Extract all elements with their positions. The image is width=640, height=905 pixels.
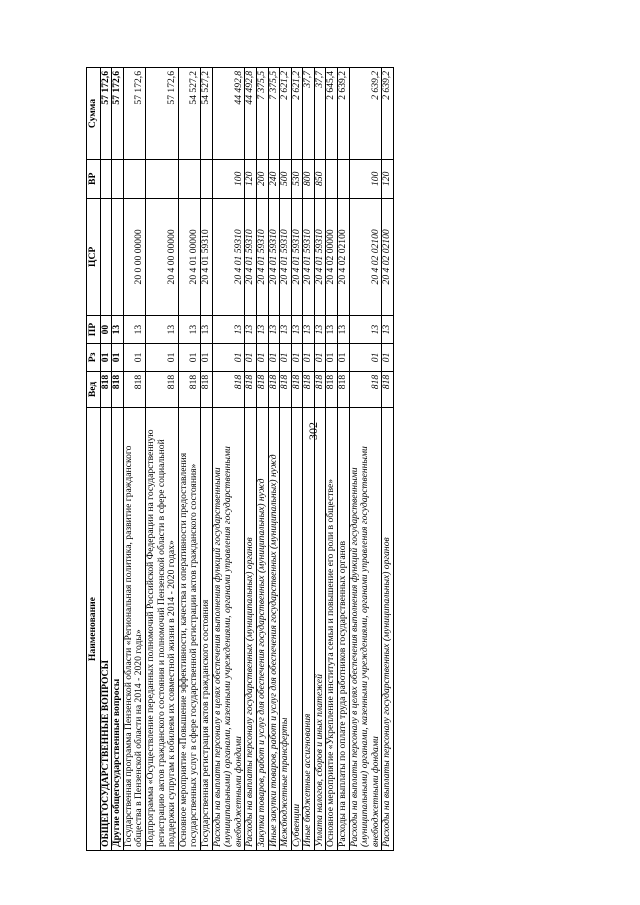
header-vr: ВР bbox=[87, 160, 101, 199]
row-sum: 2 621,2 bbox=[291, 68, 303, 160]
row-vr: 850 bbox=[314, 160, 326, 199]
header-ved: Вед bbox=[87, 371, 101, 407]
budget-table bbox=[86, 67, 394, 851]
row-csr: 20 4 01 59310 bbox=[256, 198, 268, 316]
row-ved: 818 bbox=[291, 371, 303, 407]
row-rz: 01 bbox=[123, 344, 145, 372]
row-rz: 01 bbox=[303, 344, 315, 372]
row-sum: 37,7 bbox=[314, 68, 326, 160]
row-pr: 13 bbox=[349, 316, 382, 344]
header-pr: ПР bbox=[87, 316, 101, 344]
row-sum: 7 375,5 bbox=[256, 68, 268, 160]
table-row bbox=[212, 68, 245, 851]
row-rz: 01 bbox=[212, 344, 245, 372]
row-vr: 200 bbox=[256, 160, 268, 199]
row-name: Расходы на выплаты персоналу в целях обеспечения выполнения функций государственными (муниципальными) органами, казенными учреждениями, органами управления государственными внебюджетными фондами bbox=[349, 408, 382, 851]
table-row bbox=[268, 68, 280, 851]
table-row bbox=[291, 68, 303, 851]
row-csr: 20 4 01 59310 bbox=[303, 198, 315, 316]
row-pr: 13 bbox=[178, 316, 200, 344]
row-sum: 44 492,8 bbox=[212, 68, 245, 160]
row-pr: 13 bbox=[291, 316, 303, 344]
row-ved: 818 bbox=[112, 371, 124, 407]
rotated-page-content bbox=[86, 67, 394, 851]
row-name: Расходы на выплаты персоналу в целях обеспечения выполнения функций государственными (муниципальными) органами, казенными учреждениями, органами управления государственными внебюджетными фондами bbox=[212, 408, 245, 851]
row-vr: 120 bbox=[382, 160, 394, 199]
row-name: Государственная программа Пензенской области «Региональная политика, развитие гражданского общества в Пензенской области на 2014 - 2020 годы» bbox=[123, 408, 145, 851]
row-sum: 2 639,2 bbox=[349, 68, 382, 160]
row-csr: 20 4 01 00000 bbox=[178, 198, 200, 316]
table-row bbox=[326, 68, 338, 851]
row-sum: 57 172,6 bbox=[100, 68, 112, 160]
header-rz: Рз bbox=[87, 344, 101, 372]
row-rz: 01 bbox=[145, 344, 178, 372]
row-pr: 13 bbox=[280, 316, 292, 344]
row-vr bbox=[338, 160, 350, 199]
table-row bbox=[280, 68, 292, 851]
row-vr bbox=[145, 160, 178, 199]
row-pr: 13 bbox=[145, 316, 178, 344]
table-row bbox=[200, 68, 212, 851]
row-vr: 800 bbox=[303, 160, 315, 199]
table-row bbox=[100, 68, 112, 851]
row-name: Другие общегосударственные вопросы bbox=[112, 408, 124, 851]
row-pr: 13 bbox=[212, 316, 245, 344]
row-vr: 100 bbox=[212, 160, 245, 199]
row-csr bbox=[112, 198, 124, 316]
table-row bbox=[314, 68, 326, 851]
row-ved: 818 bbox=[200, 371, 212, 407]
row-rz: 01 bbox=[256, 344, 268, 372]
row-sum: 57 172,6 bbox=[112, 68, 124, 160]
row-rz: 01 bbox=[112, 344, 124, 372]
row-name: Подпрограмма «Осуществление переданных полномочий Российской Федерации на государственную регистрацию актов гражданского состояния и полномочий Пензенской области в сфере социальной поддержки супругам к юбилеям их совместной жизни в 2014 - 2020 годах» bbox=[145, 408, 178, 851]
row-sum: 2 645,4 bbox=[326, 68, 338, 160]
row-sum: 44 492,8 bbox=[245, 68, 257, 160]
row-rz: 01 bbox=[382, 344, 394, 372]
row-vr bbox=[200, 160, 212, 199]
row-csr: 20 4 02 02100 bbox=[349, 198, 382, 316]
row-sum: 2 639,2 bbox=[338, 68, 350, 160]
row-ved: 818 bbox=[326, 371, 338, 407]
row-ved: 818 bbox=[338, 371, 350, 407]
row-ved: 818 bbox=[382, 371, 394, 407]
row-sum: 57 172,6 bbox=[145, 68, 178, 160]
row-sum: 54 527,2 bbox=[200, 68, 212, 160]
row-csr: 20 4 01 59310 bbox=[245, 198, 257, 316]
row-vr: 530 bbox=[291, 160, 303, 199]
row-vr bbox=[178, 160, 200, 199]
row-rz: 01 bbox=[200, 344, 212, 372]
row-rz: 01 bbox=[291, 344, 303, 372]
table-row bbox=[338, 68, 350, 851]
row-vr bbox=[326, 160, 338, 199]
header-csr: ЦСР bbox=[87, 198, 101, 316]
row-vr bbox=[100, 160, 112, 199]
row-pr: 13 bbox=[256, 316, 268, 344]
row-vr: 500 bbox=[280, 160, 292, 199]
row-csr: 20 4 01 59310 bbox=[212, 198, 245, 316]
row-rz: 01 bbox=[100, 344, 112, 372]
table-row bbox=[145, 68, 178, 851]
row-name: Основное мероприятие «Укрепление института семьи и повышение его роли в обществе» bbox=[326, 408, 338, 851]
row-vr: 100 bbox=[349, 160, 382, 199]
row-sum: 54 527,2 bbox=[178, 68, 200, 160]
row-sum: 2 639,2 bbox=[382, 68, 394, 160]
row-pr: 13 bbox=[326, 316, 338, 344]
row-pr: 13 bbox=[338, 316, 350, 344]
row-rz: 01 bbox=[338, 344, 350, 372]
row-name: Основное мероприятие «Повышение эффективности, качества и оперативности предоставления государственных услуг в сфере государственной регистрации актов гражданского состояния» bbox=[178, 408, 200, 851]
row-csr: 20 4 01 59310 bbox=[314, 198, 326, 316]
row-vr: 240 bbox=[268, 160, 280, 199]
row-pr: 13 bbox=[303, 316, 315, 344]
row-csr bbox=[100, 198, 112, 316]
table-row bbox=[178, 68, 200, 851]
row-csr: 20 4 01 59310 bbox=[291, 198, 303, 316]
table-row bbox=[123, 68, 145, 851]
row-name: Иные закупки товаров, работ и услуг для обеспечения государственных (муниципальных) нужд bbox=[268, 408, 280, 851]
row-sum: 37,7 bbox=[303, 68, 315, 160]
page-number: 302 bbox=[306, 422, 320, 440]
row-name: Закупка товаров, работ и услуг для обеспечения государственных (муниципальных) нужд bbox=[256, 408, 268, 851]
row-name: Межбюджетные трансферты bbox=[280, 408, 292, 851]
row-name: Субвенции bbox=[291, 408, 303, 851]
row-pr: 00 bbox=[100, 316, 112, 344]
row-rz: 01 bbox=[268, 344, 280, 372]
table-header-row bbox=[87, 68, 101, 851]
table-row bbox=[349, 68, 382, 851]
row-vr: 120 bbox=[245, 160, 257, 199]
row-vr bbox=[112, 160, 124, 199]
row-name: Государственная регистрация актов гражданского состояния bbox=[200, 408, 212, 851]
row-csr: 20 4 00 00000 bbox=[145, 198, 178, 316]
row-ved: 818 bbox=[314, 371, 326, 407]
row-rz: 01 bbox=[326, 344, 338, 372]
header-sum: Сумма bbox=[87, 68, 101, 160]
row-name: Расходы на выплаты по оплате труда работников государственных органов bbox=[338, 408, 350, 851]
row-pr: 13 bbox=[268, 316, 280, 344]
row-ved: 818 bbox=[178, 371, 200, 407]
row-sum: 7 375,5 bbox=[268, 68, 280, 160]
row-ved: 818 bbox=[280, 371, 292, 407]
row-csr: 20 4 02 02100 bbox=[382, 198, 394, 316]
row-ved: 818 bbox=[245, 371, 257, 407]
table-row bbox=[303, 68, 315, 851]
row-ved: 818 bbox=[100, 371, 112, 407]
table-row bbox=[245, 68, 257, 851]
row-name: Расходы на выплаты персоналу государственных (муниципальных) органов bbox=[382, 408, 394, 851]
row-pr: 13 bbox=[200, 316, 212, 344]
table-row bbox=[256, 68, 268, 851]
row-pr: 13 bbox=[112, 316, 124, 344]
row-rz: 01 bbox=[245, 344, 257, 372]
row-pr: 13 bbox=[382, 316, 394, 344]
row-name: Иные бюджетные ассигнования bbox=[303, 408, 315, 851]
row-ved: 818 bbox=[212, 371, 245, 407]
row-ved: 818 bbox=[256, 371, 268, 407]
row-name: ОБЩЕГОСУДАРСТВЕННЫЕ ВОПРОСЫ bbox=[100, 408, 112, 851]
header-name: Наименование bbox=[87, 408, 101, 851]
row-name: Расходы на выплаты персоналу государственных (муниципальных) органов bbox=[245, 408, 257, 851]
row-pr: 13 bbox=[245, 316, 257, 344]
row-rz: 01 bbox=[280, 344, 292, 372]
row-csr: 20 4 01 59310 bbox=[200, 198, 212, 316]
row-sum: 2 621,2 bbox=[280, 68, 292, 160]
row-ved: 818 bbox=[268, 371, 280, 407]
row-ved: 818 bbox=[123, 371, 145, 407]
table-row bbox=[112, 68, 124, 851]
row-ved: 818 bbox=[349, 371, 382, 407]
row-csr: 20 4 02 02100 bbox=[338, 198, 350, 316]
table-row bbox=[382, 68, 394, 851]
row-csr: 20 0 00 00000 bbox=[123, 198, 145, 316]
row-csr: 20 4 01 59310 bbox=[280, 198, 292, 316]
row-rz: 01 bbox=[178, 344, 200, 372]
row-rz: 01 bbox=[314, 344, 326, 372]
row-csr: 20 4 01 59310 bbox=[268, 198, 280, 316]
row-pr: 13 bbox=[314, 316, 326, 344]
row-ved: 818 bbox=[145, 371, 178, 407]
row-vr bbox=[123, 160, 145, 199]
row-sum: 57 172,6 bbox=[123, 68, 145, 160]
row-ved: 818 bbox=[303, 371, 315, 407]
row-pr: 13 bbox=[123, 316, 145, 344]
row-rz: 01 bbox=[349, 344, 382, 372]
row-csr: 20 4 02 00000 bbox=[326, 198, 338, 316]
row-name: Уплата налогов, сборов и иных платежей bbox=[314, 408, 326, 851]
